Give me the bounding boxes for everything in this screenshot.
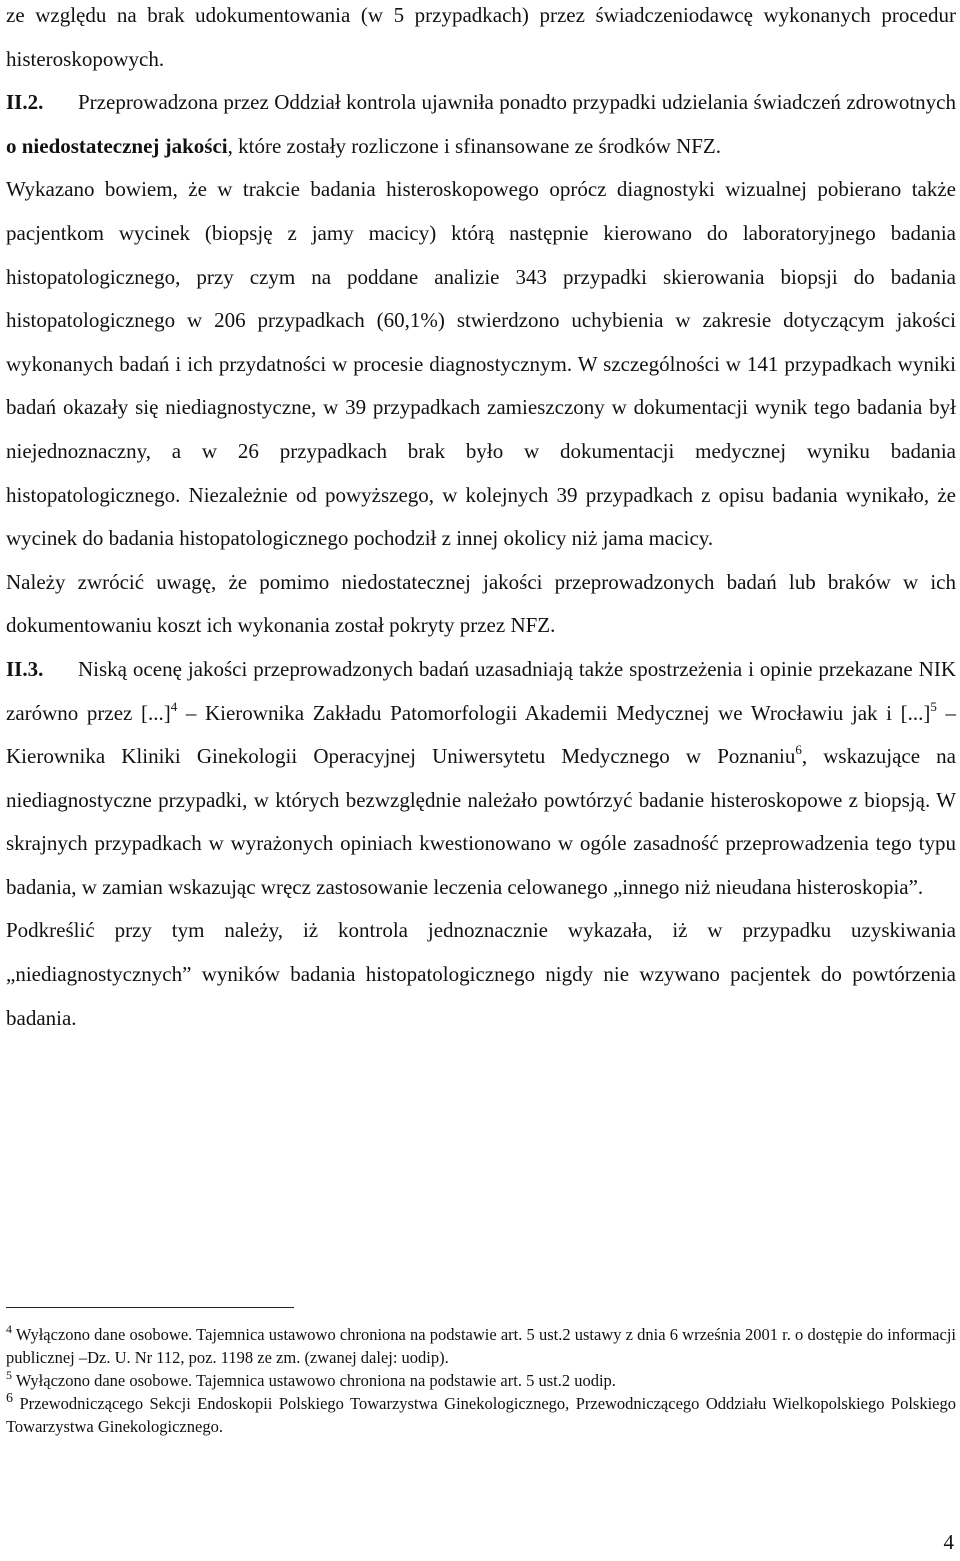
paragraph-text: Niską ocenę jakości przeprowadzonych badań uzasadniają także spostrzeżenia i opinie przekazane NIK zarówno przez [...] [6,656,956,725]
document-body [6,0,956,1040]
paragraph-text: – Kierownika Zakładu Patomorfologii Akademii Medycznej we Wrocławiu jak i [...] [177,700,931,725]
paragraph-text: , wskazujące na niediagnostyczne przypadki, w których bezwzględnie należało powtórzyć badanie histeroskopowe z biopsją. W skrajnych przypadkach w wyrażonych opiniach kwestionowano w ogóle zasadność przeprowadzenia tego typu badania, w zamian wskazując wręcz zastosowanie leczenia celowanego „innego niż nieudana histeroskopia”. [6,744,956,899]
footnote-ref[interactable]: 5 [930,698,937,714]
footnote-ref[interactable]: 6 [795,742,802,758]
footnote-5 [6,1369,956,1392]
footnote-text: Przewodniczącego Sekcji Endoskopii Polskiego Towarzystwa Ginekologicznego, Przewodniczącego Oddziału Wielkopolskiego Polskiego Towarzystwa Ginekologicznego. [6,1394,957,1436]
paragraph-ii-2 [6,81,956,168]
footnote-text: Wyłączono dane osobowe. Tajemnica ustawowo chroniona na podstawie art. 5 ust.2 ustawy z dnia 6 września 2001 r. o dostępie do informacji publicznej –Dz. U. Nr 112, poz. 1198 ze zm. (zwanej dalej: uodip). [6,1325,957,1367]
paragraph-continuation: ze względu na brak udokumentowania (w 5 przypadkach) przez świadczeniodawcę wykonanych procedur histeroskopowych. [6,3,956,71]
page-number: 4 [943,1530,954,1554]
emphasized-text: o niedostatecznej jakości [6,133,228,158]
paragraph-text: , które zostały rozliczone i sfinansowane ze środków NFZ. [227,133,721,158]
footnotes [6,1323,956,1438]
footnote-text: Wyłączono dane osobowe. Tajemnica ustawowo chroniona na podstawie art. 5 ust.2 uodip. [15,1371,616,1390]
section-label: II.3. [6,656,44,681]
paragraph-text: Przeprowadzona przez Oddział kontrola ujawniła ponadto przypadki udzielania świadczeń zdrowotnych [78,90,956,115]
footnote-ref[interactable]: 4 [170,698,178,714]
paragraph-ii-3 [6,648,956,910]
footnote-number: 5 [6,1368,12,1382]
footnote-4 [6,1323,956,1369]
footnote-6 [6,1392,956,1438]
paragraph-note: Należy zwrócić uwagę, że pomimo niedostatecznej jakości przeprowadzonych badań lub braków w ich dokumentowaniu koszt ich wykonania został pokryty przez NFZ. [6,569,956,638]
footnote-number: 4 [6,1322,12,1336]
footnote-number: 6 [6,1391,13,1406]
footnote-separator [6,1307,294,1308]
paragraph-conclusion: Podkreślić przy tym należy, iż kontrola jednoznacznie wykazała, iż w przypadku uzyskiwania „niediagnostycznych” wyników badania histopatologicznego nigdy nie wzywano pacjentek do powtórzenia badania. [6,918,956,1030]
paragraph-findings: Wykazano bowiem, że w trakcie badania histeroskopowego oprócz diagnostyki wizualnej pobierano także pacjentkom wycinek (biopsję z jamy macicy) którą następnie kierowano do laboratoryjnego badania histopatologicznego, przy czym na poddane analizie 343 przypadki skierowania biopsji do badania histopatologicznego w 206 przypadkach (60,1%) stwierdzono uchybienia w zakresie dotyczącym jakości wykonanych badań i ich przydatności w procesie diagnostycznym. W szczególności w 141 przypadkach wyniki badań okazały się niediagnostyczne, w 39 przypadkach zamieszczony w dokumentacji wynik tego badania był niejednoznaczny, a w 26 przypadkach brak było w dokumentacji medycznej wyniku badania histopatologicznego. Niezależnie od powyższego, w kolejnych 39 przypadkach z opisu badania wynikało, że wycinek do badania histopatologicznego pochodził z innej okolicy niż jama macicy. [6,177,956,551]
paragraph-text: – Kierownika Kliniki Ginekologii Operacyjnej Uniwersytetu Medycznego w Poznaniu [6,700,956,769]
section-label: II.2. [6,90,44,115]
